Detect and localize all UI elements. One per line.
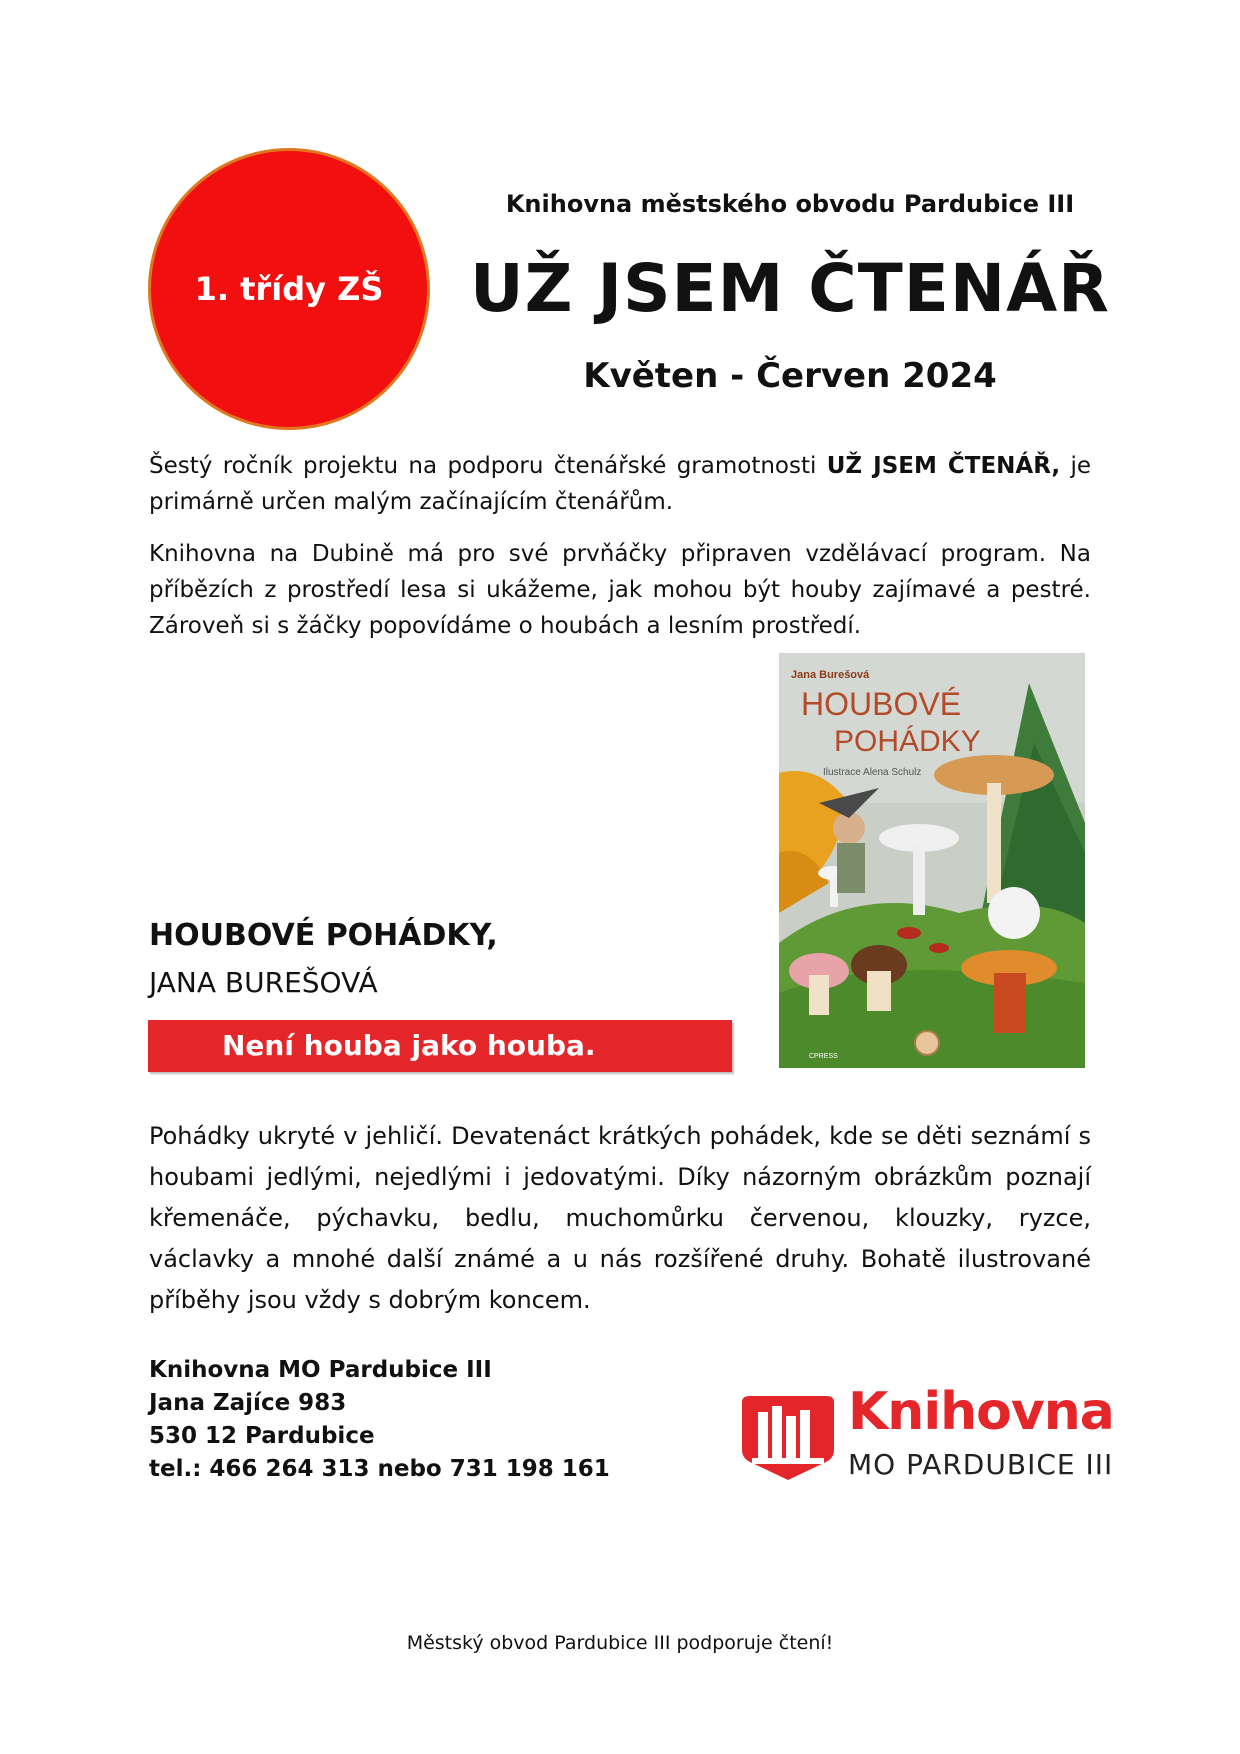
contact-city: 530 12 Pardubice — [149, 1423, 375, 1449]
logo-subtitle: MO PARDUBICE III — [848, 1448, 1114, 1481]
cover-author: Jana Burešová — [791, 669, 870, 681]
cover-illustrator: Ilustrace Alena Schulz — [823, 767, 922, 778]
book-tagline: Není houba jako houba. — [148, 1020, 732, 1072]
contact-street: Jana Zajíce 983 — [149, 1390, 347, 1416]
intro-paragraph-2: Knihovna na Dubině má pro své prvňáčky připraven vzdělávací program. Na příbězích z prostředí lesa si ukážeme, jak mohou být houby zajímavé a pestré. Zároveň si s žáčky popovídáme o houbách a lesním prostředí. — [149, 541, 1091, 639]
contact-phone: tel.: 466 264 313 nebo 731 198 161 — [149, 1456, 610, 1482]
contact-block — [149, 1354, 610, 1486]
book-author: JANA BUREŠOVÁ — [149, 966, 378, 999]
book-cover-image — [779, 653, 1085, 1068]
intro-paragraph-1 — [149, 448, 1091, 520]
library-logo-icon — [736, 1392, 840, 1482]
logo-wordmark: Knihovna — [848, 1382, 1114, 1442]
project-name: UŽ JSEM ČTENÁŘ, — [826, 453, 1061, 479]
intro-text-end: je primárně určen malým začínajícím čtenářům. — [149, 453, 1091, 515]
footer-note: Městský obvod Pardubice III podporuje čtení! — [406, 1632, 834, 1654]
cover-title-line-1: HOUBOVÉ — [801, 686, 962, 722]
book-title: HOUBOVÉ POHÁDKY, — [149, 918, 498, 953]
library-heading: Knihovna městského obvodu Pardubice III — [505, 190, 1075, 218]
cover-title-line-2: POHÁDKY — [834, 725, 981, 758]
book-description: Pohádky ukryté v jehličí. Devatenáct krátkých pohádek, kde se děti seznámí s houbami jedlými, nejedlými i jedovatými. Díky názorným obrázkům poznají křemenáče, pýchavku, bedlu, muchomůrku červenou, klouzky, ryzce, václavky a mnohé další známé a u nás rozšířené druhy. Bohatě ilustrované příběhy jsou vždy s dobrým koncem. — [149, 1122, 1091, 1314]
class-badge-label: 1. třídy ZŠ — [194, 270, 384, 308]
project-dates: Květen - Červen 2024 — [583, 356, 997, 396]
cover-publisher: CPRESS — [809, 1053, 838, 1060]
contact-name: Knihovna MO Pardubice III — [149, 1357, 492, 1383]
page-title: UŽ JSEM ČTENÁŘ — [470, 250, 1110, 327]
intro-text-start: Šestý ročník projektu na podporu čtenářské gramotnosti — [149, 453, 827, 479]
class-badge — [148, 148, 430, 430]
